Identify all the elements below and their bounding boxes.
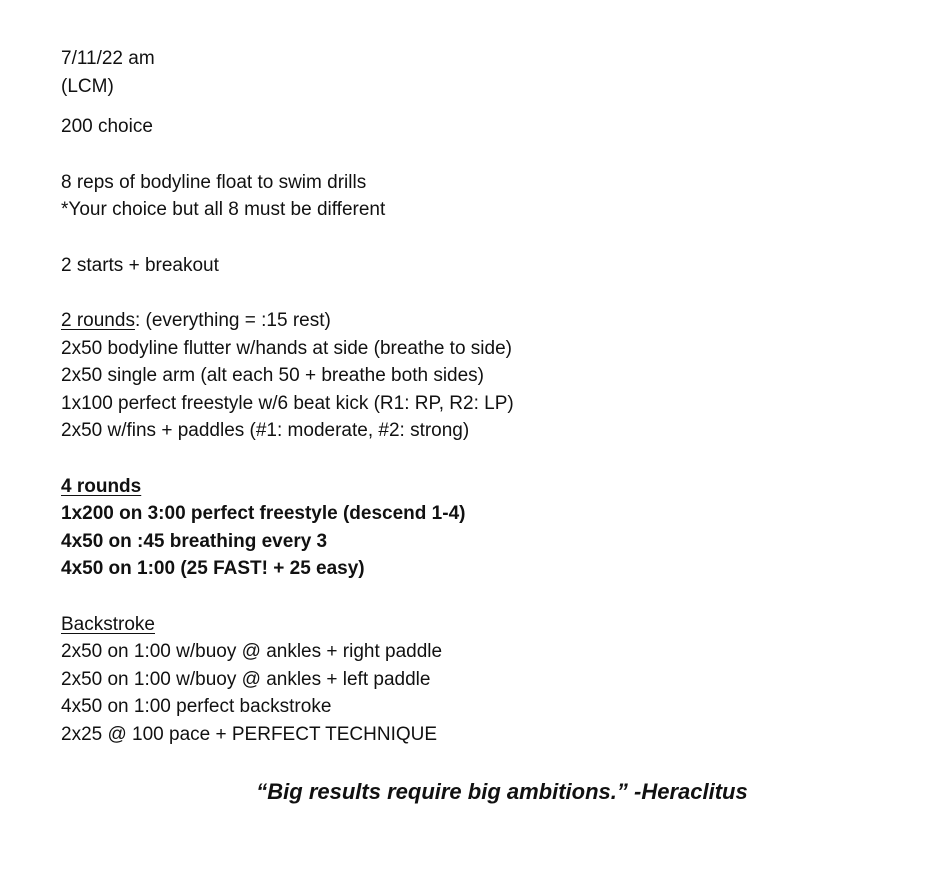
set3-item: 2x50 on 1:00 w/buoy @ ankles + right paddle: [61, 641, 443, 662]
set1-heading: 2 rounds: [61, 310, 135, 331]
set3-heading: Backstroke: [61, 613, 155, 635]
drills-line: 8 reps of bodyline float to swim drills: [61, 171, 367, 193]
set2-heading: 4 rounds: [61, 475, 142, 497]
set1-item: 2x50 single arm (alt each 50 + breathe both sides): [61, 365, 485, 386]
drills-note: *Your choice but all 8 must be different: [61, 199, 386, 220]
set1-item: 2x50 w/fins + paddles (#1: moderate, #2: strong): [61, 420, 470, 441]
set1-item: 2x50 bodyline flutter w/hands at side (breathe to side): [61, 337, 512, 359]
warmup-line: 200 choice: [61, 116, 153, 137]
set2-item: 4x50 on :45 breathing every 3: [61, 530, 328, 552]
set1-item: 1x100 perfect freestyle w/6 beat kick (R1: RP, R2: LP): [61, 392, 514, 414]
set1-heading-suffix: : (everything = :15 rest): [134, 310, 331, 331]
starts-line: 2 starts + breakout: [61, 254, 219, 276]
set3-item: 2x25 @ 100 pace + PERFECT TECHNIQUE: [61, 723, 438, 745]
course-type: (LCM): [61, 75, 114, 97]
workout-date: 7/11/22 am: [61, 48, 155, 69]
set3-item: 4x50 on 1:00 perfect backstroke: [61, 696, 332, 717]
set3-item: 2x50 on 1:00 w/buoy @ ankles + left paddle: [61, 668, 431, 690]
set1-heading-line: [61, 307, 901, 335]
workout-body: [61, 45, 901, 748]
closing-quote: “Big results require big ambitions.” -Heraclitus: [256, 779, 748, 804]
set2-item: 4x50 on 1:00 (25 FAST! + 25 easy): [61, 558, 365, 579]
set2-item: 1x200 on 3:00 perfect freestyle (descend 1-4): [61, 503, 466, 524]
